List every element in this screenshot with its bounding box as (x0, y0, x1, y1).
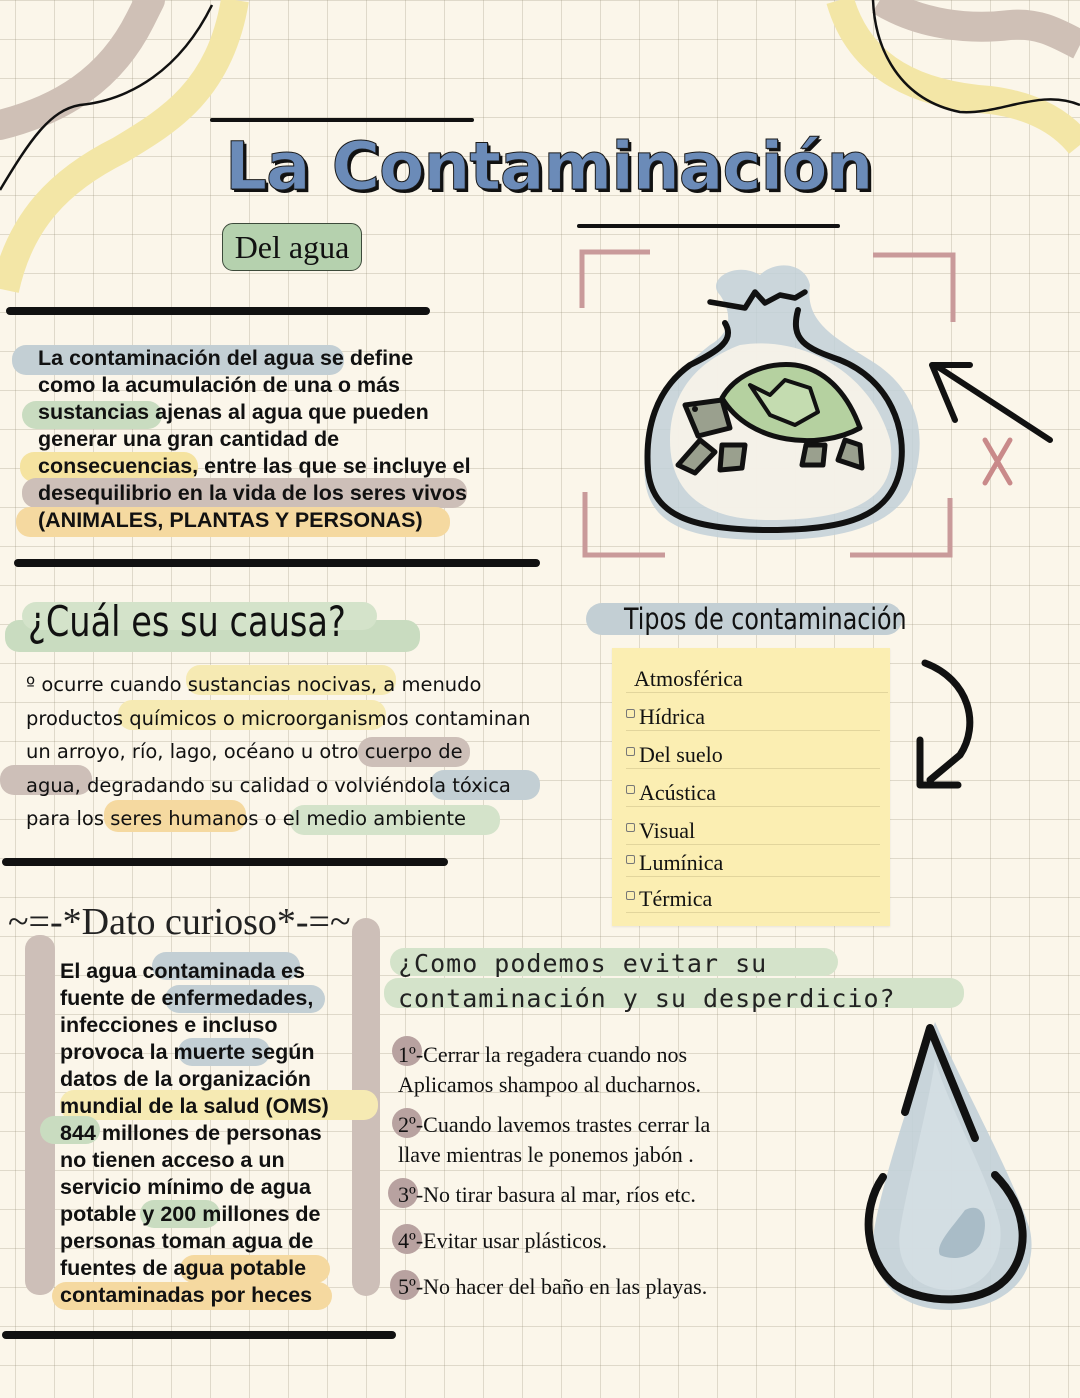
text-line: productos químicos o microorganismos contaminan (26, 706, 531, 730)
turtle-in-plastic-bag-icon (570, 240, 1070, 570)
type-item (626, 694, 880, 731)
text-line: (ANIMALES, PLANTAS Y PERSONAS) (38, 508, 423, 532)
text-line: mundial de la salud (OMS) (60, 1094, 329, 1118)
type-item (626, 878, 880, 913)
type-label: Térmica (639, 886, 713, 911)
prevention-step (398, 1180, 696, 1210)
type-item (626, 732, 880, 769)
text-line: sustancias ajenas al agua que pueden (38, 400, 429, 424)
type-label: Acústica (639, 780, 716, 805)
step-text: 2º-Cuando lavemos trastes cerrar la (398, 1112, 711, 1137)
step-text: llave mientras le ponemos jabón . (398, 1142, 694, 1167)
text-line: potable y 200 millones de (60, 1202, 321, 1226)
x-mark-icon (985, 440, 1010, 483)
types-sticky-note (612, 648, 890, 926)
prevention-step (398, 1272, 707, 1302)
prevention-step (398, 1110, 710, 1170)
divider-definition-top (6, 307, 430, 315)
prevention-step (398, 1040, 701, 1100)
type-label: Visual (639, 818, 696, 843)
text-line: para los seres humanos o el medio ambiente (26, 807, 467, 830)
decorative-bar (25, 935, 55, 1295)
text-line: consecuencias, entre las que se incluye el (38, 454, 471, 478)
prevention-step (398, 1226, 607, 1256)
prevention-title (398, 946, 896, 1016)
definition-paragraph (38, 345, 548, 534)
prevention-title-line: ¿Como podemos evitar su (398, 949, 768, 978)
type-label: Atmosférica (634, 666, 743, 691)
text-line: La contaminación del agua se define (38, 346, 414, 370)
text-line: como la acumulación de una o más (38, 373, 401, 397)
step-text: 1º-Cerrar la regadera cuando nos (398, 1042, 688, 1067)
text-line: generar una gran cantidad de (38, 427, 340, 451)
text-line: 844 millones de personas (60, 1121, 322, 1145)
prevention-title-line: contaminación y su desperdicio? (398, 984, 896, 1013)
divider-definition-bottom (14, 559, 540, 567)
cause-title: ¿Cuál es su causa? (28, 597, 346, 646)
checkbox-icon[interactable] (626, 785, 635, 794)
type-label: Hídrica (639, 704, 705, 729)
text-line: servicio mínimo de agua (60, 1175, 311, 1199)
type-item (626, 656, 888, 693)
checkbox-icon[interactable] (626, 709, 635, 718)
fun-fact-paragraph (60, 958, 370, 1309)
type-item (626, 808, 880, 845)
text-line: no tienen acceso a un (60, 1148, 285, 1172)
text-line: datos de la organización (60, 1067, 311, 1091)
text-line: un arroyo, río, lago, océano u otro cuerpo de (26, 740, 463, 763)
subtitle-badge: Del agua (222, 223, 362, 271)
text-line: infecciones e incluso (60, 1013, 278, 1037)
type-item (626, 846, 880, 877)
curved-arrow-down-icon (910, 655, 990, 795)
text-line: fuente de enfermedades, (60, 986, 314, 1010)
text-line: agua, degradando su calidad o volviéndola tóxica (26, 773, 511, 797)
text-line: contaminadas por heces (60, 1283, 313, 1307)
types-title: Tipos de contaminación (624, 602, 907, 636)
checkbox-icon[interactable] (626, 891, 635, 900)
fun-fact-title: ~=-*Dato curioso*-=~ (8, 901, 351, 943)
type-label: Del suelo (639, 742, 723, 767)
type-label: Lumínica (639, 850, 724, 875)
step-text: 4º-Evitar usar plásticos. (398, 1228, 608, 1253)
text-line: provoca la muerte según (60, 1040, 315, 1064)
text-line: fuentes de agua potable (60, 1256, 307, 1280)
checkbox-icon[interactable] (626, 855, 635, 864)
checkbox-icon[interactable] (626, 823, 635, 832)
water-drop-icon (840, 1010, 1080, 1330)
divider-title-right (577, 224, 840, 228)
checkbox-icon[interactable] (626, 747, 635, 756)
page-title: La Contaminación (225, 128, 873, 205)
divider-top (210, 118, 474, 122)
text-line: desequilibrio en la vida de los seres vivos (38, 481, 467, 505)
step-text: 5º-No hacer del baño en las playas. (398, 1274, 708, 1299)
step-text: 3º-No tirar basura al mar, ríos etc. (398, 1182, 696, 1207)
text-line: º ocurre cuando sustancias nocivas, a menudo (26, 673, 482, 696)
divider-cause-bottom (2, 858, 448, 866)
text-line: personas toman agua de (60, 1229, 314, 1253)
divider-bottom (2, 1331, 396, 1339)
text-line: El agua contaminada es (60, 959, 305, 983)
step-text: Aplicamos shampoo al ducharnos. (398, 1072, 702, 1097)
cause-paragraph (26, 668, 566, 836)
type-item (626, 770, 880, 807)
